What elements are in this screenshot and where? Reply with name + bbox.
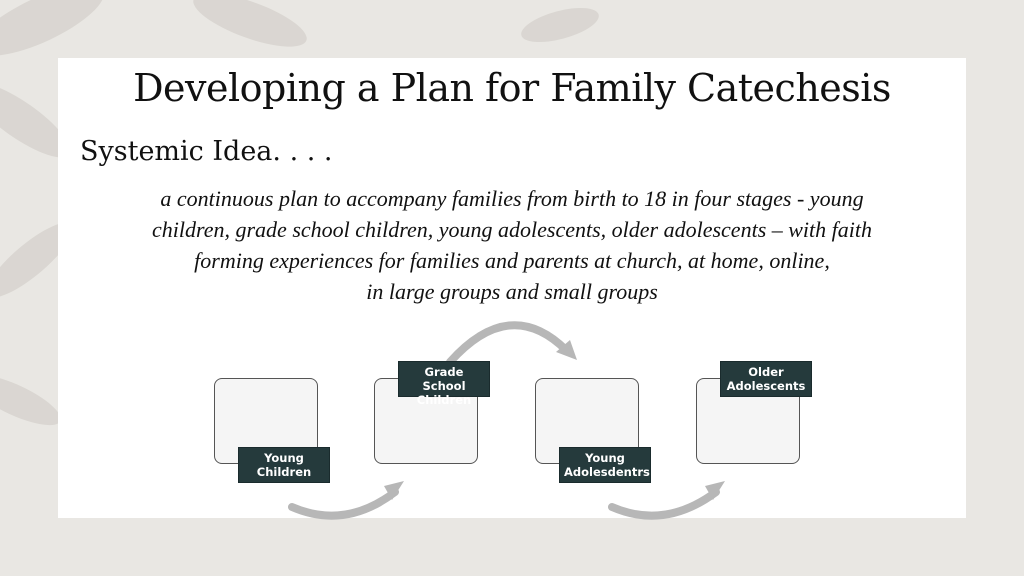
arrow-curve-3 — [612, 492, 716, 516]
description-line: children, grade school children, young adolescents, older adolescents – with faith — [152, 217, 872, 242]
description-line: forming experiences for families and parents at church, at home, online, — [194, 248, 830, 273]
arrow-curve-1 — [292, 492, 395, 516]
subtitle: Systemic Idea. . . . — [80, 136, 333, 167]
description-line: in large groups and small groups — [366, 279, 658, 304]
stage-label-older-adolescents: Older Adolescents — [720, 361, 812, 397]
page-title: Developing a Plan for Family Catechesis — [133, 66, 891, 110]
stage-label-young-children: Young Children — [238, 447, 330, 483]
stage-label-grade-school: Grade School Children — [398, 361, 490, 397]
arrow-curve-2 — [450, 325, 566, 362]
stage-label-young-adolescents: Young Adolesdentrs — [559, 447, 651, 483]
description-line: a continuous plan to accompany families from birth to 18 in four stages - young — [160, 186, 864, 211]
